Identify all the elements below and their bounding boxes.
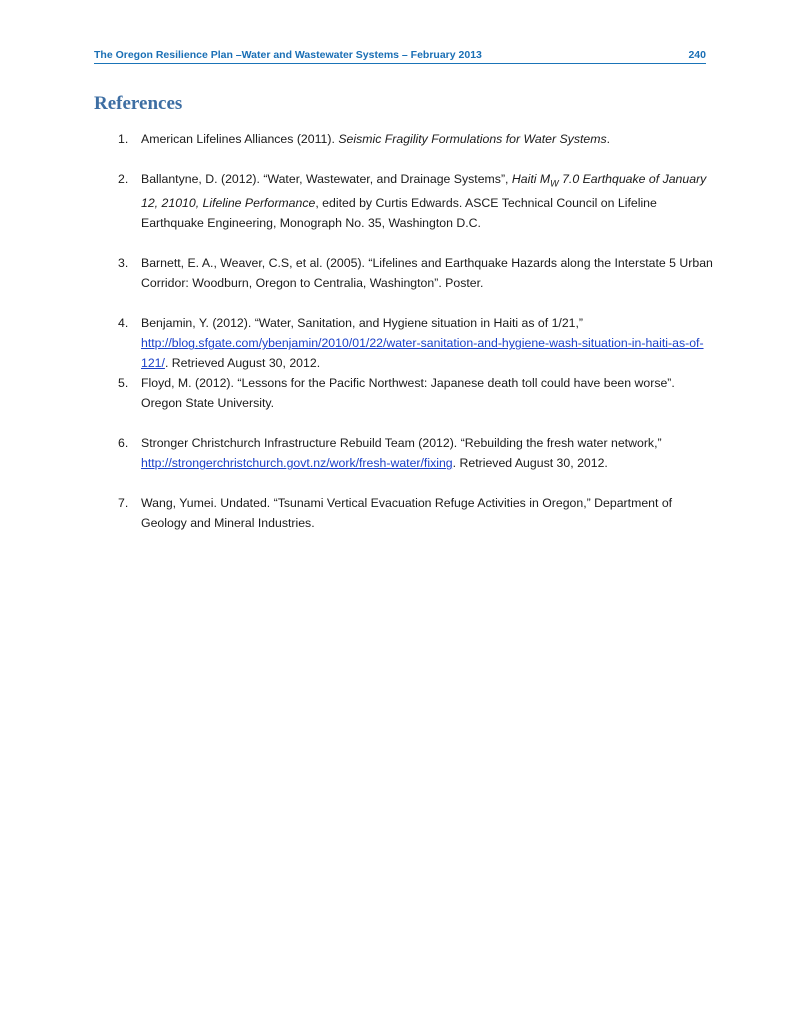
reference-link[interactable]: http://blog.sfgate.com/ybenjamin/2010/01/22/water-sanitation-and-hygiene-wash-situation-in-haiti-as-of-121/	[141, 336, 704, 371]
reference-subscript: W	[550, 178, 559, 189]
reference-title: Seismic Fragility Formulations for Water Systems	[338, 132, 607, 146]
reference-number: 4.	[118, 316, 129, 331]
reference-text-tail: . Retrieved August 30, 2012.	[452, 456, 608, 471]
reference-title-cont: 7.0 Earthquake of January 12, 21010, Lifeline Performance	[141, 172, 707, 211]
reference-number: 1.	[118, 132, 129, 146]
references-list	[118, 129, 718, 533]
reference-item	[118, 129, 718, 149]
reference-item	[118, 169, 718, 233]
reference-number: 6.	[118, 436, 129, 451]
reference-link[interactable]: http://strongerchristchurch.govt.nz/work/fresh-water/fixing	[141, 456, 453, 471]
reference-title: Haiti M	[511, 172, 551, 186]
reference-item	[118, 253, 718, 293]
reference-item	[118, 493, 718, 533]
reference-text: Wang, Yumei. Undated. “Tsunami Vertical Evacuation Refuge Activities in Oregon,” Department of Geology and Mineral Industries.	[141, 496, 673, 531]
reference-text: Barnett, E. A., Weaver, C.S, et al. (2005). “Lifelines and Earthquake Hazards along the Interstate 5 Urban Corridor: Woodburn, Oregon to Centralia, Washington”. Poster.	[141, 256, 713, 291]
reference-text: Floyd, M. (2012). “Lessons for the Pacific Northwest: Japanese death toll could have been worse”. Oregon State University.	[141, 376, 675, 411]
reference-text: Stronger Christchurch Infrastructure Rebuild Team (2012). “Rebuilding the fresh water network,”	[141, 436, 662, 451]
reference-number: 3.	[118, 256, 129, 271]
reference-text-tail: .	[606, 132, 611, 146]
reference-item	[118, 373, 718, 413]
reference-item	[118, 313, 718, 373]
reference-number: 5.	[118, 376, 129, 391]
page-number: 240	[688, 49, 706, 61]
header-title: The Oregon Resilience Plan –Water and Wastewater Systems – February 2013	[94, 49, 482, 61]
reference-number: 2.	[118, 172, 129, 186]
reference-text: Benjamin, Y. (2012). “Water, Sanitation, and Hygiene situation in Haiti as of 1/21,”	[141, 316, 584, 331]
running-header	[94, 48, 706, 64]
reference-text-tail: , edited by Curtis Edwards. ASCE Technical Council on Lifeline Earthquake Engineering, Monograph No. 35, Washington D.C.	[141, 196, 657, 231]
reference-number: 7.	[118, 496, 129, 511]
references-heading: References	[94, 93, 183, 114]
reference-text-tail: . Retrieved August 30, 2012.	[164, 356, 321, 371]
reference-text: Ballantyne, D. (2012). “Water, Wastewater, and Drainage Systems”,	[141, 172, 512, 186]
reference-text: American Lifelines Alliances (2011).	[141, 132, 339, 146]
reference-item	[118, 433, 718, 473]
